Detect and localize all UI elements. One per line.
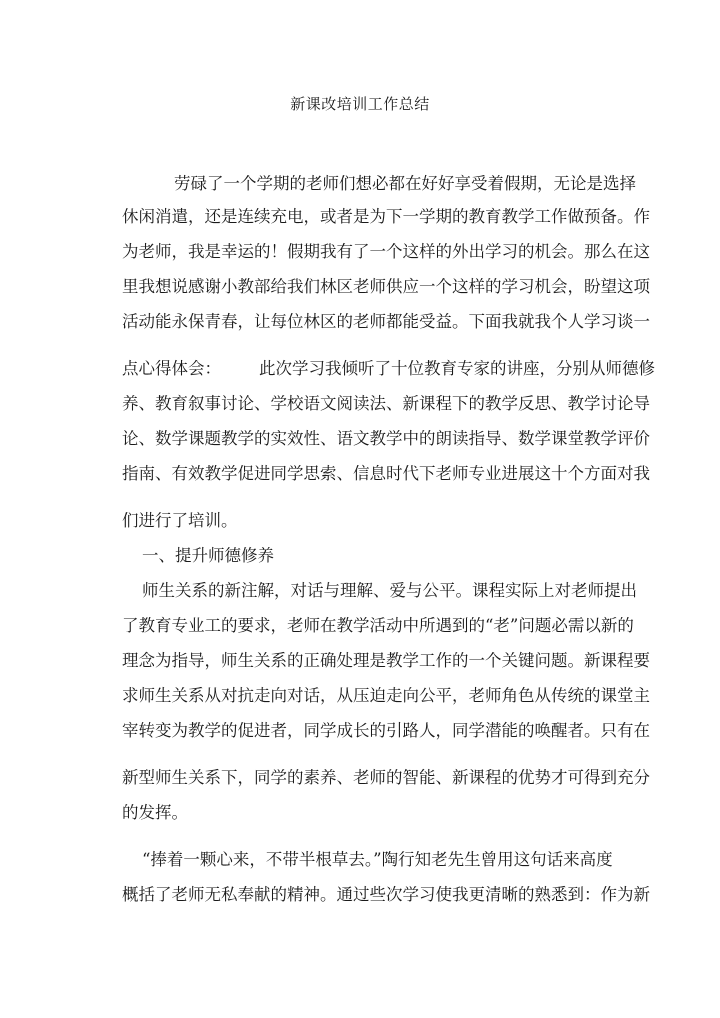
text-line: 概括了老师无私奉献的精神。通过些次学习使我更清晰的熟悉到：作为新 xyxy=(122,885,650,904)
text-line: 养、教育叙事讨论、学校语文阅读法、新课程下的教学反思、教学讨论导 xyxy=(122,394,650,413)
text-line: 劳碌了一个学期的老师们想必都在好好享受着假期，无论是选择 xyxy=(174,174,636,193)
text-line: 为老师，我是幸运的！假期我有了一个这样的外出学习的机会。那么在这 xyxy=(122,242,650,261)
text-line: 活动能永保青春，让每位林区的老师都能受益。下面我就我个人学习谈一 xyxy=(122,312,650,331)
text-line: 休闲消遣，还是连续充电，或者是为下一学期的教育教学工作做预备。作 xyxy=(122,207,650,226)
text-line: “捧着一颗心来，不带半根草去。”陶行知老先生曾用这句话来高度 xyxy=(142,850,613,869)
text-line: 里我想说感谢小教部给我们林区老师供应一个这样的学习机会，盼望这项 xyxy=(122,277,650,296)
text-line-mixed xyxy=(122,357,655,381)
section-heading: 一、提升师德修养 xyxy=(142,546,274,565)
text-fragment: 点心得体会： xyxy=(122,359,221,378)
text-line: 们进行了培训。 xyxy=(122,511,238,530)
text-fragment: 此次学习我倾听了十位教育专家的讲座，分别从师德修 xyxy=(259,359,655,378)
text-line: 理念为指导，师生关系的正确处理是教学工作的一个关键问题。新课程要 xyxy=(122,651,650,670)
text-line: 指南、有效教学促进同学思索、信息时代下老师专业进展这十个方面对我 xyxy=(122,464,650,483)
text-line: 师生关系的新注解，对话与理解、爱与公平。课程实际上对老师提出 xyxy=(142,581,637,600)
text-line: 的发挥。 xyxy=(122,803,188,822)
text-line: 了教育专业工的要求，老师在教学活动中所遇到的“老”问题必需以新的 xyxy=(122,616,634,635)
text-line: 求师生关系从对抗走向对话，从压迫走向公平，老师角色从传统的课堂主 xyxy=(122,686,650,705)
text-line: 论、数学课题教学的实效性、语文教学中的朗读指导、数学课堂教学评价 xyxy=(122,429,650,448)
text-line: 宰转变为教学的促进者，同学成长的引路人，同学潜能的唤醒者。只有在 xyxy=(122,721,650,740)
document-title: 新课改培训工作总结 xyxy=(290,95,430,113)
text-line: 新型师生关系下，同学的素养、老师的智能、新课程的优势才可得到充分 xyxy=(122,768,650,787)
